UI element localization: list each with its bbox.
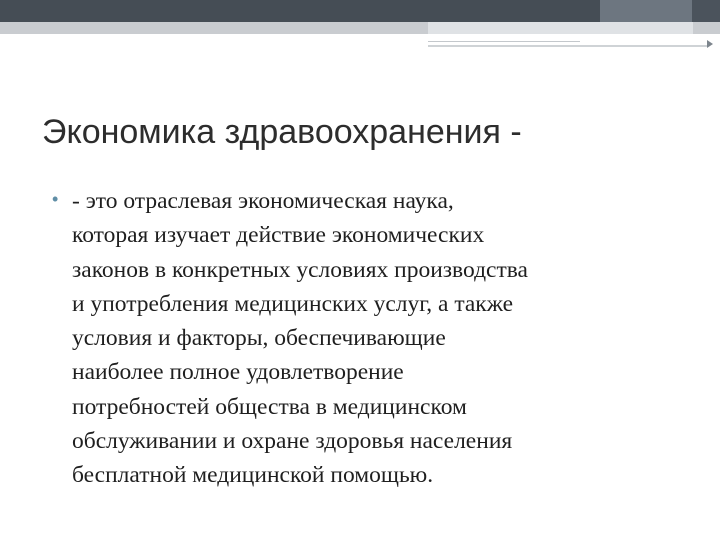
bullet-text-line: и употребления медицинских услуг, а также xyxy=(72,290,514,317)
bullet-icon: • xyxy=(52,189,59,209)
bullet-text-line: наиболее полное удовлетворение xyxy=(72,359,404,386)
bullet-text xyxy=(72,184,692,493)
bullet-text-line: - это отраслевая экономическая наука, xyxy=(72,188,454,214)
header-bar-highlight xyxy=(600,0,692,22)
header-band-highlight xyxy=(428,22,693,34)
decorative-line-short xyxy=(428,41,580,42)
bullet-text-line: условия и факторы, обеспечивающие xyxy=(72,325,446,352)
slide-title: Экономика здравоохранения - xyxy=(42,113,522,151)
bullet-text-line: обслуживании и охране здоровья населения xyxy=(72,428,513,455)
bullet-text-line: законов в конкретных условиях производства xyxy=(72,256,528,283)
header-bar-end xyxy=(692,0,720,22)
decorative-line-long xyxy=(428,45,708,47)
corner-arrow-icon xyxy=(707,40,713,48)
bullet-text-line: которая изучает действие экономических xyxy=(72,222,485,249)
bullet-text-line: потребностей общества в медицинском xyxy=(72,393,467,420)
bullet-text-line: бесплатной медицинской помощью. xyxy=(72,462,434,489)
